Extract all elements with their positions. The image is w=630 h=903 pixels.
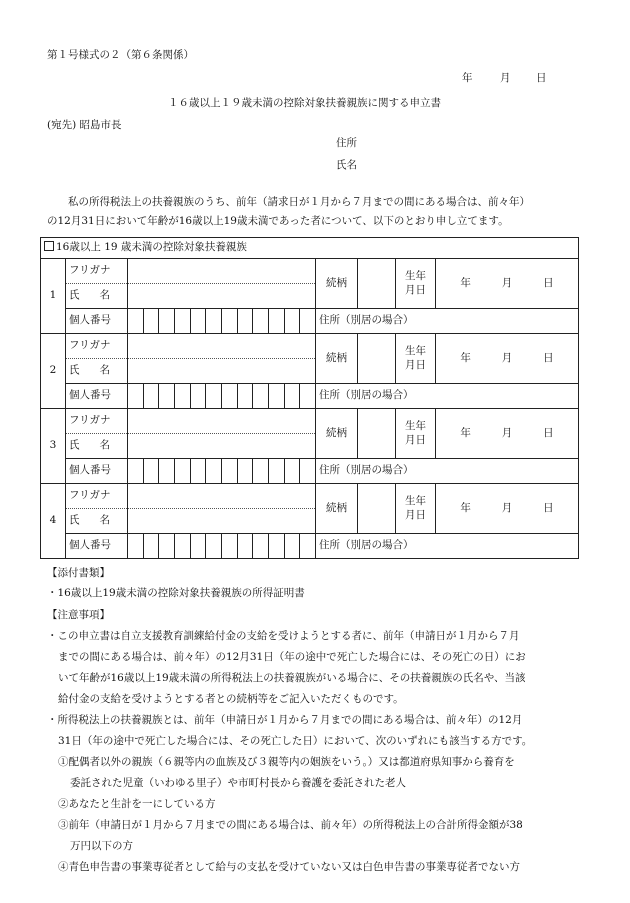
table-row (41, 484, 579, 509)
birth-year-label: 年 (460, 276, 471, 289)
table-row (41, 259, 579, 284)
birth-label-b: 月日 (405, 283, 426, 296)
my-number-field[interactable] (128, 534, 316, 559)
table-row (41, 334, 579, 359)
birthdate-label (396, 334, 436, 384)
birth-year-label: 年 (460, 501, 471, 514)
birth-month-label: 月 (501, 426, 513, 439)
table-row (41, 459, 579, 484)
note-line: いて年齢が16歳以上19歳未満の所得税法上の扶養親族がいる場合に、その扶養親族の氏名や、当該 (58, 672, 526, 684)
row-number: 1 (41, 259, 66, 334)
note-line: 31日（年の途中で死亡した場合には、その死亡した日）において、次のいずれにも該当する方です。 (58, 735, 533, 747)
note-line: ③前年（申請日が１月から７月までの間にある場合は、前々年）の所得税法上の合計所得金額が38 (58, 819, 523, 831)
note-line: ・所得税法上の扶養親族とは、前年（申請日が１月から７月までの間にある場合は、前々年）の12月 (47, 714, 523, 726)
dependents-table (40, 237, 579, 559)
separate-address-field[interactable] (316, 459, 579, 484)
name-label (66, 359, 128, 384)
name-field[interactable] (128, 434, 316, 459)
intro-line-1: 私の所得税法上の扶養親族のうち、前年（請求日が１月から７月までの間にある場合は、前々年） (68, 196, 530, 208)
birthdate-field[interactable] (436, 484, 579, 534)
birthdate-label (396, 484, 436, 534)
note-line: 給付金の支給を受けようとする者との続柄等をご記入いただくものです。 (58, 693, 404, 705)
my-number-label: 個人番号 (66, 459, 128, 484)
separate-address-field[interactable] (316, 534, 579, 559)
separate-address-label: 住所（別居の場合） (319, 389, 414, 402)
birth-label-a: 生年 (405, 419, 426, 432)
furigana-label: フリガナ (66, 484, 128, 509)
birth-label-a: 生年 (405, 344, 426, 357)
note-line: ・この申立書は自立支援教育訓練給付金の支給を受けようとする者に、前年（申請日が１月から７月 (47, 630, 520, 642)
row-number: 4 (41, 484, 66, 559)
name-label (66, 284, 128, 309)
birth-day-label: 日 (543, 426, 554, 439)
birth-month-label: 月 (501, 501, 513, 514)
intro-paragraph (47, 193, 587, 231)
birthdate-field[interactable] (436, 259, 579, 309)
my-number-label: 個人番号 (66, 534, 128, 559)
note-line: 委託された児童（いわゆる里子）や市町村長から養護を委託された老人 (70, 777, 406, 789)
name-label-b: 名 (99, 439, 110, 452)
birth-day-label: 日 (543, 501, 554, 514)
applicant-address-label: 住所 (336, 137, 357, 149)
separate-address-label: 住所（別居の場合） (319, 539, 414, 552)
table-row (41, 309, 579, 334)
name-field[interactable] (128, 509, 316, 534)
furigana-label: フリガナ (66, 259, 128, 284)
table-header-label: 16歳以上 19 歳未満の控除対象扶養親族 (56, 241, 247, 254)
my-number-label: 個人番号 (66, 384, 128, 409)
relation-label: 続柄 (316, 259, 358, 309)
name-field[interactable] (128, 284, 316, 309)
form-number: 第１号様式の２（第６条関係） (47, 49, 194, 61)
relation-label: 続柄 (316, 334, 358, 384)
relation-field[interactable] (358, 409, 396, 459)
note-line: 万円以下の方 (70, 840, 133, 852)
birthdate-label (396, 259, 436, 309)
table-row (41, 384, 579, 409)
birth-label-a: 生年 (405, 269, 426, 282)
birth-label-b: 月日 (405, 358, 426, 371)
table-row (41, 534, 579, 559)
name-label (66, 434, 128, 459)
relation-field[interactable] (358, 259, 396, 309)
birth-day-label: 日 (543, 276, 554, 289)
attachments-heading: 【添付書類】 (47, 567, 110, 579)
birthdate-field[interactable] (436, 409, 579, 459)
birth-day-label: 日 (543, 351, 554, 364)
furigana-field[interactable] (128, 409, 316, 434)
name-label-b: 名 (99, 289, 110, 302)
notes-heading: 【注意事項】 (47, 609, 110, 621)
birth-label-a: 生年 (405, 494, 426, 507)
birthdate-label (396, 409, 436, 459)
note-line: ①配偶者以外の親族（６親等内の血族及び３親等内の姻族をいう。）又は都道府県知事から養育を (58, 756, 515, 768)
name-label-b: 名 (99, 514, 110, 527)
my-number-field[interactable] (128, 459, 316, 484)
relation-field[interactable] (358, 484, 396, 534)
row-number: 3 (41, 409, 66, 484)
note-line: までの間にある場合は、前々年）の12月31日（年の途中で死亡した場合には、その死亡の日）にお (58, 651, 526, 663)
row-number: 2 (41, 334, 66, 409)
name-label-a: 氏 (69, 514, 80, 527)
name-field[interactable] (128, 359, 316, 384)
furigana-field[interactable] (128, 259, 316, 284)
addressee: (宛先) 昭島市長 (47, 119, 122, 131)
intro-line-2: の12月31日において年齢が16歳以上19歳未満であった者について、以下のとおり申し立てます。 (47, 215, 509, 227)
name-label-a: 氏 (69, 364, 80, 377)
date-month-label: 月 (500, 72, 511, 84)
name-label (66, 509, 128, 534)
furigana-field[interactable] (128, 484, 316, 509)
furigana-label: フリガナ (66, 409, 128, 434)
header-checkbox[interactable] (44, 241, 54, 251)
separate-address-field[interactable] (316, 384, 579, 409)
date-day-label: 日 (536, 72, 547, 84)
date-year-label: 年 (462, 72, 473, 84)
furigana-field[interactable] (128, 334, 316, 359)
name-label-a: 氏 (69, 439, 80, 452)
table-header (41, 238, 579, 259)
name-label-a: 氏 (69, 289, 80, 302)
birth-label-b: 月日 (405, 508, 426, 521)
my-number-field[interactable] (128, 309, 316, 334)
applicant-name-label: 氏名 (336, 159, 357, 171)
relation-label: 続柄 (316, 484, 358, 534)
relation-label: 続柄 (316, 409, 358, 459)
note-line: ④青色申告書の事業専従者として給与の支払を受けていない又は白色申告書の事業専従者でない方 (58, 861, 520, 873)
separate-address-label: 住所（別居の場合） (319, 314, 414, 327)
birthdate-field[interactable] (436, 334, 579, 384)
attachments-item: ・16歳以上19歳未満の控除対象扶養親族の所得証明書 (47, 587, 305, 599)
separate-address-field[interactable] (316, 309, 579, 334)
birth-month-label: 月 (501, 276, 513, 289)
birth-year-label: 年 (460, 351, 471, 364)
note-line: ②あなたと生計を一にしている方 (58, 798, 216, 810)
separate-address-label: 住所（別居の場合） (319, 464, 414, 477)
relation-field[interactable] (358, 334, 396, 384)
my-number-label: 個人番号 (66, 309, 128, 334)
birth-label-b: 月日 (405, 433, 426, 446)
birth-month-label: 月 (501, 351, 513, 364)
birth-year-label: 年 (460, 426, 471, 439)
my-number-field[interactable] (128, 384, 316, 409)
page-title: １６歳以上１９歳未満の控除対象扶養親族に関する申立書 (168, 97, 441, 109)
table-row (41, 409, 579, 434)
furigana-label: フリガナ (66, 334, 128, 359)
name-label-b: 名 (99, 364, 110, 377)
